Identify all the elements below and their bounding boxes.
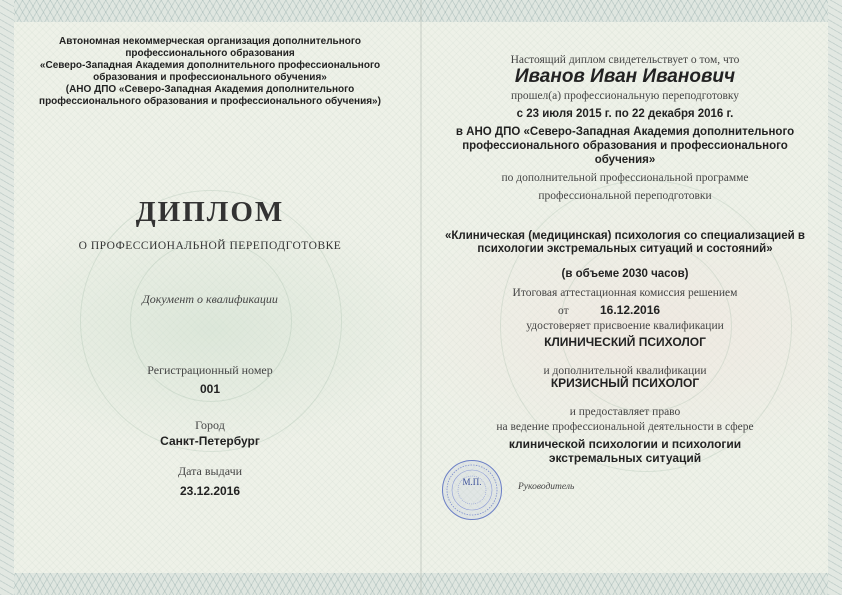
additional-qualification: КРИЗИСНЫЙ ПСИХОЛОГ [550,376,700,390]
qualification: КЛИНИЧЕСКИЙ ПСИХОЛОГ [544,335,706,349]
issue-date-label: Дата выдачи [177,464,243,478]
document-subtitle: О ПРОФЕССИОНАЛЬНОЙ ПЕРЕПОДГОТОВКЕ [78,240,342,252]
signer-label: Руководитель [518,482,575,492]
city-label: Город [195,418,225,432]
guilloche-border-right [828,0,842,595]
completed-text: прошел(а) профессиональную переподготовку [510,90,740,102]
additional-qualification-label: и дополнительной квалификации [543,365,707,377]
course-title [430,230,820,256]
org-line: «Северо-Западная Академия дополнительного профессионального [39,60,381,71]
commission-text: Итоговая аттестационная комиссия решением [512,287,738,299]
document-kind: Документ о квалификации [142,292,278,306]
field-line: клинической психологии и психологии [508,437,742,451]
grants-text: и предоставляет право [569,406,681,418]
registration-number: 001 [199,382,221,396]
guilloche-border-left [0,0,14,595]
registration-label: Регистрационный номер [147,363,273,377]
course-line: психологии экстремальных ситуаций и состояний» [477,243,773,255]
training-organization [430,125,820,167]
org-line: профессионального образования и профессионального обучения») [39,96,381,107]
org-line: в АНО ДПО «Северо-Западная Академия дополнительного [455,126,795,138]
holder-name: Иванов Иван Иванович [514,66,736,87]
field-line: экстремальных ситуаций [548,451,702,465]
org-line: профессионального образования и профессионального [462,140,788,152]
activity-text: на ведение профессиональной деятельности в сфере [496,421,754,433]
decision-from-label: от [558,305,569,317]
document-title: ДИПЛОМ [135,196,285,228]
seal-stamp-icon [441,459,503,521]
course-volume: (в объеме 2030 часов) [561,268,689,280]
program-label-2: профессиональной переподготовки [538,190,712,202]
course-line: «Клиническая (медицинская) психология со специализацией в [445,230,805,242]
study-period: с 23 июля 2015 г. по 22 декабря 2016 г. [516,108,734,120]
seal-label: М.П. [462,477,482,487]
certify-intro: Настоящий диплом свидетельствует о том, что [510,54,740,66]
issuing-organization [20,36,400,108]
org-line: (АНО ДПО «Северо-Западная Академия дополнительного [65,84,355,95]
decision-date: 16.12.2016 [600,303,661,317]
page-fold [420,0,422,595]
issue-date-value: 23.12.2016 [179,484,241,498]
certifies-text: удостоверяет присвоение квалификации [526,320,724,332]
org-line: образования и профессионального обучения» [93,72,327,83]
org-line: профессионального образования [125,48,295,59]
city-value: Санкт-Петербург [160,434,260,448]
program-label-1: по дополнительной профессиональной программе [501,172,749,184]
org-line: обучения» [594,154,656,166]
org-line: Автономная некоммерческая организация дополнительного [59,36,361,47]
